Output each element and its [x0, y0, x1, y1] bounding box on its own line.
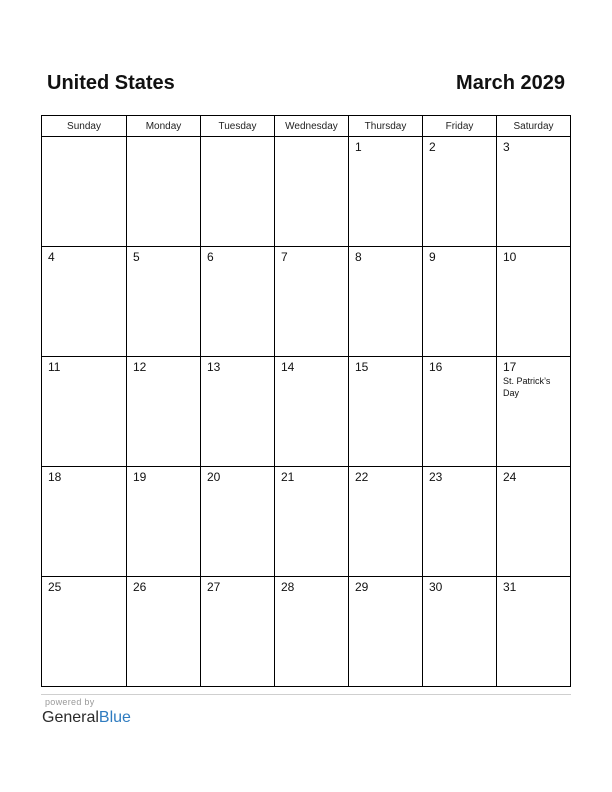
day-number: 3 [503, 140, 510, 154]
day-number: 17 [503, 360, 517, 374]
day-cell [275, 577, 349, 687]
day-cell [201, 247, 275, 357]
day-cell [423, 137, 497, 247]
day-cell [423, 577, 497, 687]
day-number: 19 [133, 470, 147, 484]
day-cell [423, 247, 497, 357]
brand-general-text: General [42, 709, 99, 726]
day-cell [201, 357, 275, 467]
day-number: 1 [355, 140, 362, 154]
day-cell [349, 247, 423, 357]
day-number: 2 [429, 140, 436, 154]
day-number: 30 [429, 580, 443, 594]
day-cell [497, 137, 571, 247]
weekday-header-saturday: Saturday [497, 116, 571, 137]
day-number: 26 [133, 580, 147, 594]
day-number: 21 [281, 470, 295, 484]
day-cell [42, 467, 127, 577]
empty-day-cell [201, 137, 275, 247]
calendar-body [42, 137, 571, 687]
weekday-header-sunday: Sunday [42, 116, 127, 137]
weekday-header-monday: Monday [127, 116, 201, 137]
day-cell [497, 247, 571, 357]
day-number: 15 [355, 360, 369, 374]
holiday-label: St. Patrick’s Day [503, 376, 551, 398]
day-cell [127, 577, 201, 687]
weekday-header-thursday: Thursday [349, 116, 423, 137]
day-cell [127, 247, 201, 357]
empty-day-cell [42, 137, 127, 247]
empty-day-cell [275, 137, 349, 247]
day-number: 22 [355, 470, 369, 484]
day-number: 31 [503, 580, 517, 594]
day-cell [201, 577, 275, 687]
day-number: 28 [281, 580, 295, 594]
day-number: 25 [48, 580, 62, 594]
day-cell [497, 577, 571, 687]
day-number: 12 [133, 360, 147, 374]
day-number: 24 [503, 470, 517, 484]
day-cell [275, 357, 349, 467]
day-cell [42, 357, 127, 467]
day-cell [201, 467, 275, 577]
weekday-header-wednesday: Wednesday [275, 116, 349, 137]
calendar-week-row [42, 247, 571, 357]
day-number: 23 [429, 470, 443, 484]
month-title: March 2029 [456, 72, 565, 94]
calendar-week-row [42, 467, 571, 577]
brand-blue-text: Blue [98, 709, 131, 726]
day-cell [497, 357, 571, 467]
day-cell [275, 467, 349, 577]
day-number: 18 [48, 470, 62, 484]
day-cell [42, 247, 127, 357]
generalblue-logo [42, 709, 131, 727]
empty-day-cell [127, 137, 201, 247]
day-number: 4 [48, 250, 55, 264]
day-number: 6 [207, 250, 214, 264]
calendar-week-row [42, 137, 571, 247]
day-number: 11 [48, 360, 61, 374]
day-cell [497, 467, 571, 577]
day-cell [423, 467, 497, 577]
day-cell [127, 467, 201, 577]
day-number: 27 [207, 580, 221, 594]
weekday-header-row [42, 116, 571, 137]
day-cell [349, 577, 423, 687]
day-cell [423, 357, 497, 467]
day-number: 10 [503, 250, 517, 264]
day-cell [349, 357, 423, 467]
day-number: 7 [281, 250, 288, 264]
day-number: 8 [355, 250, 362, 264]
day-cell [349, 137, 423, 247]
day-number: 13 [207, 360, 221, 374]
day-number: 9 [429, 250, 436, 264]
country-title: United States [47, 72, 175, 94]
weekday-header-friday: Friday [423, 116, 497, 137]
day-number: 16 [429, 360, 443, 374]
calendar-week-row [42, 357, 571, 467]
day-cell [42, 577, 127, 687]
weekday-header-tuesday: Tuesday [201, 116, 275, 137]
day-cell [127, 357, 201, 467]
day-number: 20 [207, 470, 221, 484]
day-number: 14 [281, 360, 295, 374]
day-number: 29 [355, 580, 369, 594]
day-cell [275, 247, 349, 357]
calendar-grid [41, 115, 571, 687]
powered-by-text: powered by [45, 697, 95, 707]
calendar-week-row [42, 577, 571, 687]
day-cell [349, 467, 423, 577]
footer-divider [41, 694, 571, 695]
day-number: 5 [133, 250, 140, 264]
